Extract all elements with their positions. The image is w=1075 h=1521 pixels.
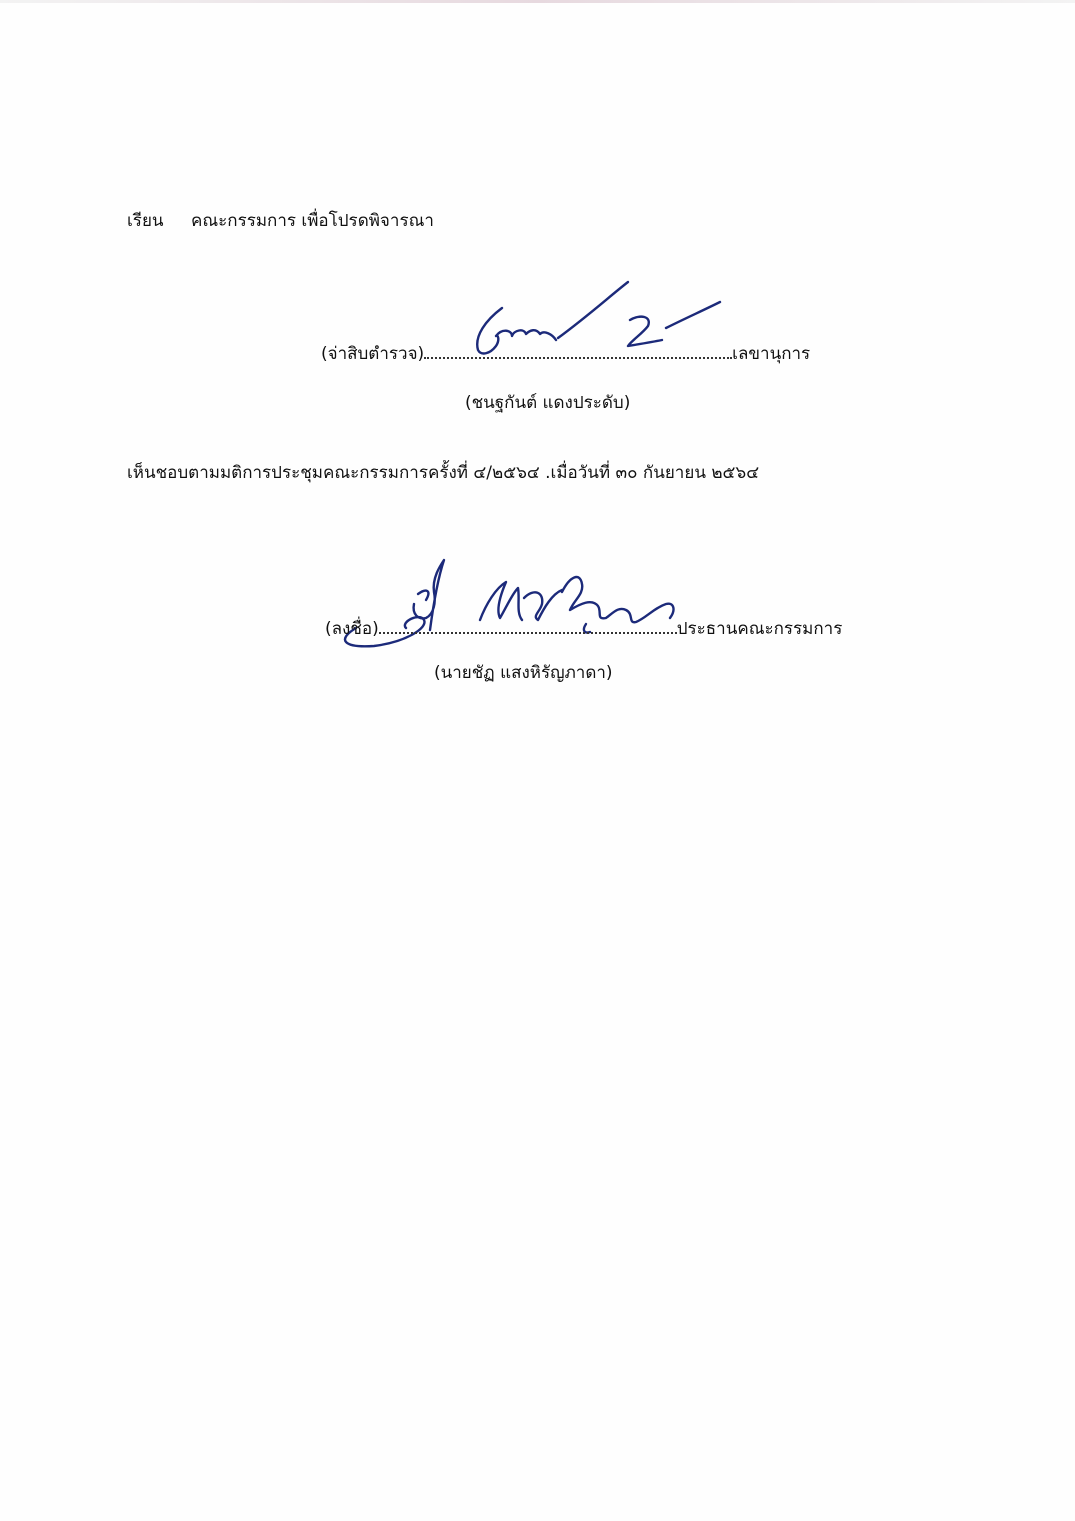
page-top-edge [0,0,1075,3]
secretary-dotted-line [424,343,732,359]
secretary-rank-label: (จ่าสิบตำรวจ) [321,344,425,364]
salutation-text: คณะกรรมการ เพื่อโปรดพิจารณา [191,211,434,231]
secretary-name: (ชนฐกันต์ แดงประดับ) [465,393,631,413]
chairman-dotted-line [379,618,677,634]
resolution-text: เห็นชอบตามมติการประชุมคณะกรรมการครั้งที่ ๔/๒๕๖๔ .เมื่อวันที่ ๓๐ กันยายน ๒๕๖๔ [127,463,760,483]
chairman-sign-label: (ลงชื่อ) [325,619,379,639]
salutation-prefix: เรียน [127,211,164,231]
chairman-sign-line [325,618,842,640]
secretary-role-label: เลขานุการ [732,344,811,364]
chairman-name: (นายชัฏ แสงหิรัญภาดา) [434,663,613,683]
secretary-sign-line [321,343,810,365]
chairman-role-label: ประธานคณะกรรมการ [676,619,843,639]
salutation-line [127,210,434,232]
chairman-signature-icon [330,548,690,658]
